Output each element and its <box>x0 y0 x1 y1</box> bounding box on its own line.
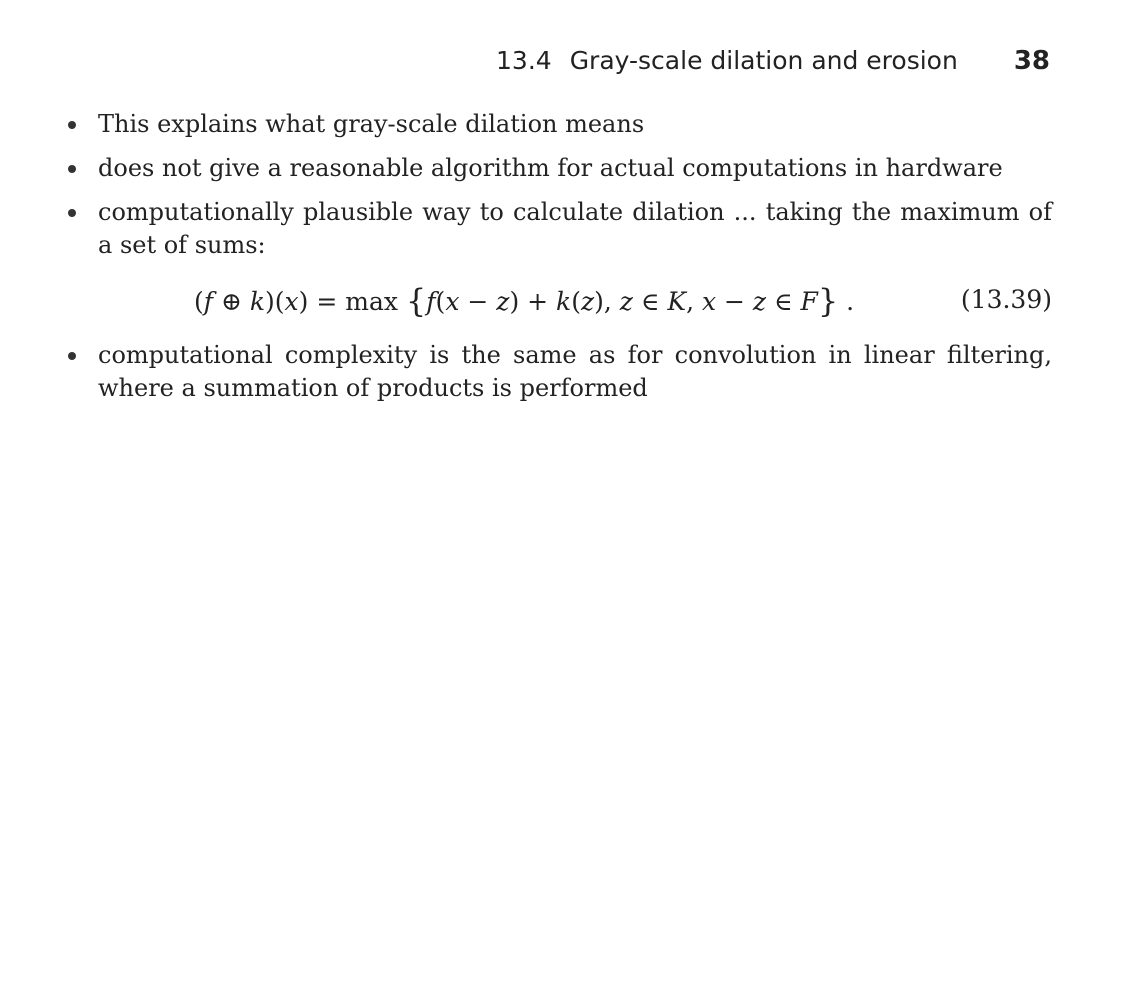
bullet-text: computational complexity is the same as for convolution in linear filtering, where a summation of products is performed <box>98 341 1052 402</box>
bullet-item <box>62 196 1052 262</box>
bullet-item <box>62 152 1052 185</box>
bullet-icon <box>68 352 76 360</box>
bullet-icon <box>68 121 76 129</box>
bullet-text: does not give a reasonable algorithm for actual computations in hardware <box>98 154 1003 182</box>
bullet-item <box>62 339 1052 405</box>
equation-body: (f ⊕ k)(x) = max {f(x − z) + k(z), z ∈ K, x − z ∈ F} . <box>194 282 855 320</box>
equation-number: (13.39) <box>960 285 1052 314</box>
bullet-list <box>62 108 1052 416</box>
running-header <box>496 46 1050 76</box>
section-number: 13.4 <box>496 46 552 75</box>
bullet-text: This explains what gray-scale dilation means <box>98 110 645 138</box>
bullet-icon <box>68 165 76 173</box>
bullet-item <box>62 108 1052 141</box>
display-equation <box>62 273 1052 327</box>
bullet-icon <box>68 209 76 217</box>
bullet-text: computationally plausible way to calculate dilation ... taking the maximum of a set of sums: <box>98 198 1052 259</box>
section-title: Gray-scale dilation and erosion <box>569 46 958 75</box>
page-number: 38 <box>1013 46 1050 76</box>
